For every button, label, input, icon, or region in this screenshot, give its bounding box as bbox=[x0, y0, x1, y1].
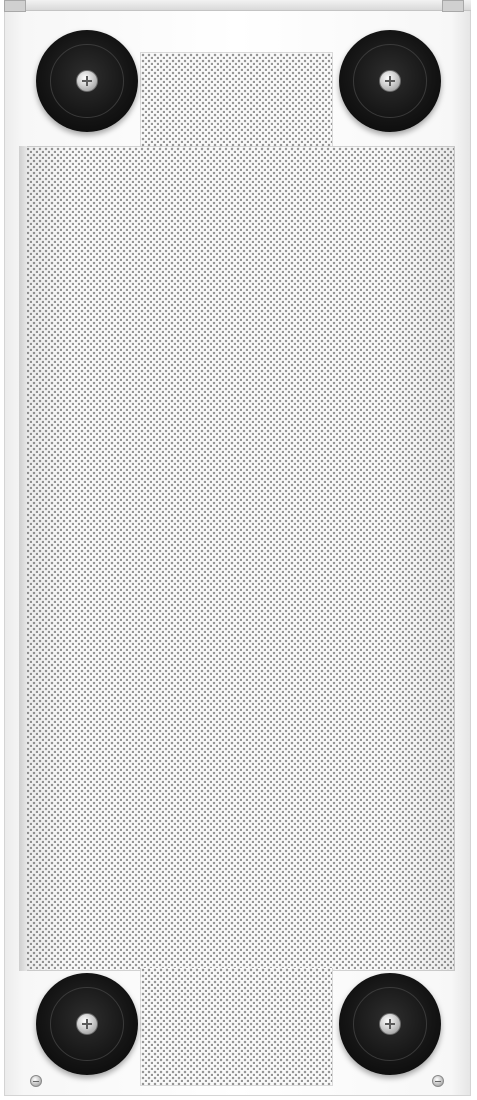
screw-icon bbox=[76, 70, 98, 92]
screw-icon bbox=[432, 1075, 444, 1087]
top-rail bbox=[4, 0, 471, 11]
foot-top-left bbox=[36, 30, 138, 132]
foot-bottom-right bbox=[339, 973, 441, 1075]
foot-top-right bbox=[339, 30, 441, 132]
screw-icon bbox=[30, 1075, 42, 1087]
screw-icon bbox=[379, 1013, 401, 1035]
rail-tab-right bbox=[442, 0, 464, 12]
dust-filter-mesh bbox=[19, 146, 455, 971]
filter-frame-edge bbox=[19, 146, 27, 971]
rail-tab-left bbox=[4, 0, 26, 12]
foot-bottom-left bbox=[36, 973, 138, 1075]
screw-icon bbox=[76, 1013, 98, 1035]
dust-filter-mesh-bottom bbox=[140, 968, 333, 1086]
screw-icon bbox=[379, 70, 401, 92]
dust-filter-mesh-top bbox=[140, 52, 333, 148]
